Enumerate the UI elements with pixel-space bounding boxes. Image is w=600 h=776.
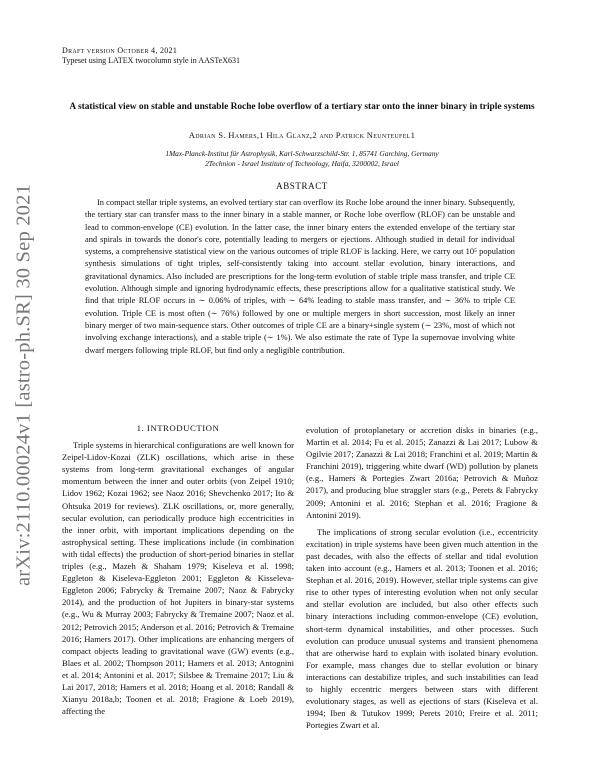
typeset-line: Typeset using LATEX twocolumn style in AASTeX631 bbox=[62, 56, 240, 65]
section-heading-introduction: 1. INTRODUCTION bbox=[136, 423, 220, 433]
draft-version-line: Draft version October 4, 2021 bbox=[62, 46, 178, 55]
abstract-heading: ABSTRACT bbox=[276, 181, 328, 191]
affiliation-2: 2Technion - Israel Institute of Technology, Haifa, 3200002, Israel bbox=[205, 159, 399, 168]
intro-paragraph-1: Triple systems in hierarchical configurations are well known for Zeipel-Lidov-Kozai (ZLK) oscillations, which arise in these systems from long-term gravitational exchanges of angular momentum between the inner and outer orbits (von Zeipel 1910; Lidov 1962; Kozai 1962; see Naoz 2016; Shevchenko 2017; Ito & Ohtsuka 2019 for reviews). ZLK oscillations, or, more generally, secular evolution, can periodically produce high eccentricities in the inner orbit, with important implications depending on the astrophysical setting. These implications include (in combination with tidal effects) the production of short-period binaries in stellar triples (e.g., Mazeh & Shaham 1979; Kiseleva et al. 1998; Eggleton & Kiseleva-Eggleton 2001; Eggleton & Kisseleva-Eggleton 2006; Fabrycky & Tremaine 2007; Naoz & Fabrycky 2014), and the production of hot Jupiters in binary-star systems (e.g., Wu & Murray 2003; Fabrycky & Tremaine 2007; Naoz et al. 2012; Petrovich 2015; Anderson et al. 2016; Petrovich & Tremaine 2016; Hamers 2017). Other implications are enhancing mergers of compact objects leading to gravitational wave (GW) events (e.g., Blaes et al. 2002; Thompson 2011; Hamers et al. 2013; Antognini et al. 2014; Antonini et al. 2017; Silsbee & Tremaine 2017; Liu & Lai 2017, 2018; Hamers et al. 2018; Hoang et al. 2018; Randall & Xianyu 2018a,b; Toonen et al. 2018; Fragione & Loeb 2019), affecting the bbox=[62, 440, 294, 717]
author-list: Adrian S. Hamers,1 Hila Glanz,2 and Patrick Neunteufel1 bbox=[188, 130, 416, 140]
paper-title: A statistical view on stable and unstable Roche lobe overflow of a tertiary star onto the inner binary in triple systems bbox=[69, 102, 535, 112]
left-column bbox=[62, 422, 294, 717]
arxiv-identifier: arXiv:2110.00024v1 [astro-ph.SR] 30 Sep 2021 bbox=[12, 183, 35, 587]
affiliation-1: 1Max-Planck-Institut für Astrophysik, Karl-Schwarzschild-Str. 1, 85741 Garching, Germany bbox=[165, 149, 439, 158]
draft-header bbox=[62, 46, 240, 66]
arxiv-sidebar-stamp bbox=[4, 160, 44, 610]
affiliations bbox=[62, 149, 542, 169]
abstract-text: In compact stellar triple systems, an evolved tertiary star can overflow its Roche lobe around the inner binary. Subsequently, the tertiary star can transfer mass to the inner binary in a stable manner, or Roche lobe overflow (RLOF) can be unstable and lead to common-envelope (CE) evolution. In the latter case, the inner binary enters the extended envelope of the tertiary star and spirals in towards the donor's core, potentially leading to mergers or ejections. Although studied in detail for individual systems, a comprehensive statistical view on the various outcomes of triple RLOF is lacking. Here, we carry out 10⁵ population synthesis simulations of tight triples, self-consistently taking into account stellar evolution, binary interactions, and gravitational dynamics. Also included are prescriptions for the long-term evolution of stable triple mass transfer, and triple CE evolution. Although simple and ignoring hydrodynamic effects, these prescriptions allow for a qualitative statistical study. We find that triple RLOF occurs in ∼ 0.06% of triples, with ∼ 64% leading to stable mass transfer, and ∼ 36% to triple CE evolution. Triple CE is most often (∼ 76%) followed by one or multiple mergers in short succession, most likely an inner binary merger of two main-sequence stars. Other outcomes of triple CE are a binary+single system (∼ 23%, most of which not involving exchange interactions), and a stable triple (∼ 1%). We also estimate the rate of Type Ia supernovae involving white dwarf mergers following triple RLOF, but find only a negligible contribution. bbox=[85, 198, 515, 355]
right-column bbox=[306, 424, 538, 731]
intro-paragraph-2: The implications of strong secular evolution (i.e., eccentricity excitation) in triple systems have been given much attention in the past decades, with also the effects of stellar and tidal evolution taken into account (e.g., Hamers et al. 2013; Toonen et al. 2016; Stephan et al. 2016, 2019). However, stellar triple systems can give rise to other types of interesting evolution when not only secular and stellar evolution are included, but also other effects such binary interactions including common-envelope (CE) evolution, short-term dynamical instabilities, and other processes. Such evolution can produce unusual systems and transient phenomena that are otherwise hard to explain with isolated binary evolution. For example, mass changes due to stellar evolution or binary interactions can destabilize triples, and such instabilities can lead to highly eccentric mergers between stars with different evolutionary stages, as well as ejections of stars (Kiseleva et al. 1994; Iben & Tutukov 1999; Perets 2010; Freire et al. 2011; Portegies Zwart et al. bbox=[306, 526, 538, 731]
intro-paragraph-1-continued: evolution of protoplanetary or accretion disks in binaries (e.g., Martin et al. 2014; Fu et al. 2015; Zanazzi & Lai 2017; Lubow & Ogilvie 2017; Zanazzi & Lai 2018; Franchini et al. 2019; Martin & Franchini 2019), triggering white dwarf (WD) pollution by planets (e.g., Hamers & Portegies Zwart 2016a; Petrovich & Muñoz 2017), and producing blue straggler stars (e.g., Perets & Fabrycky 2009; Antonini et al. 2016; Stephan et al. 2016; Fragione & Antonini 2019). bbox=[306, 425, 538, 520]
